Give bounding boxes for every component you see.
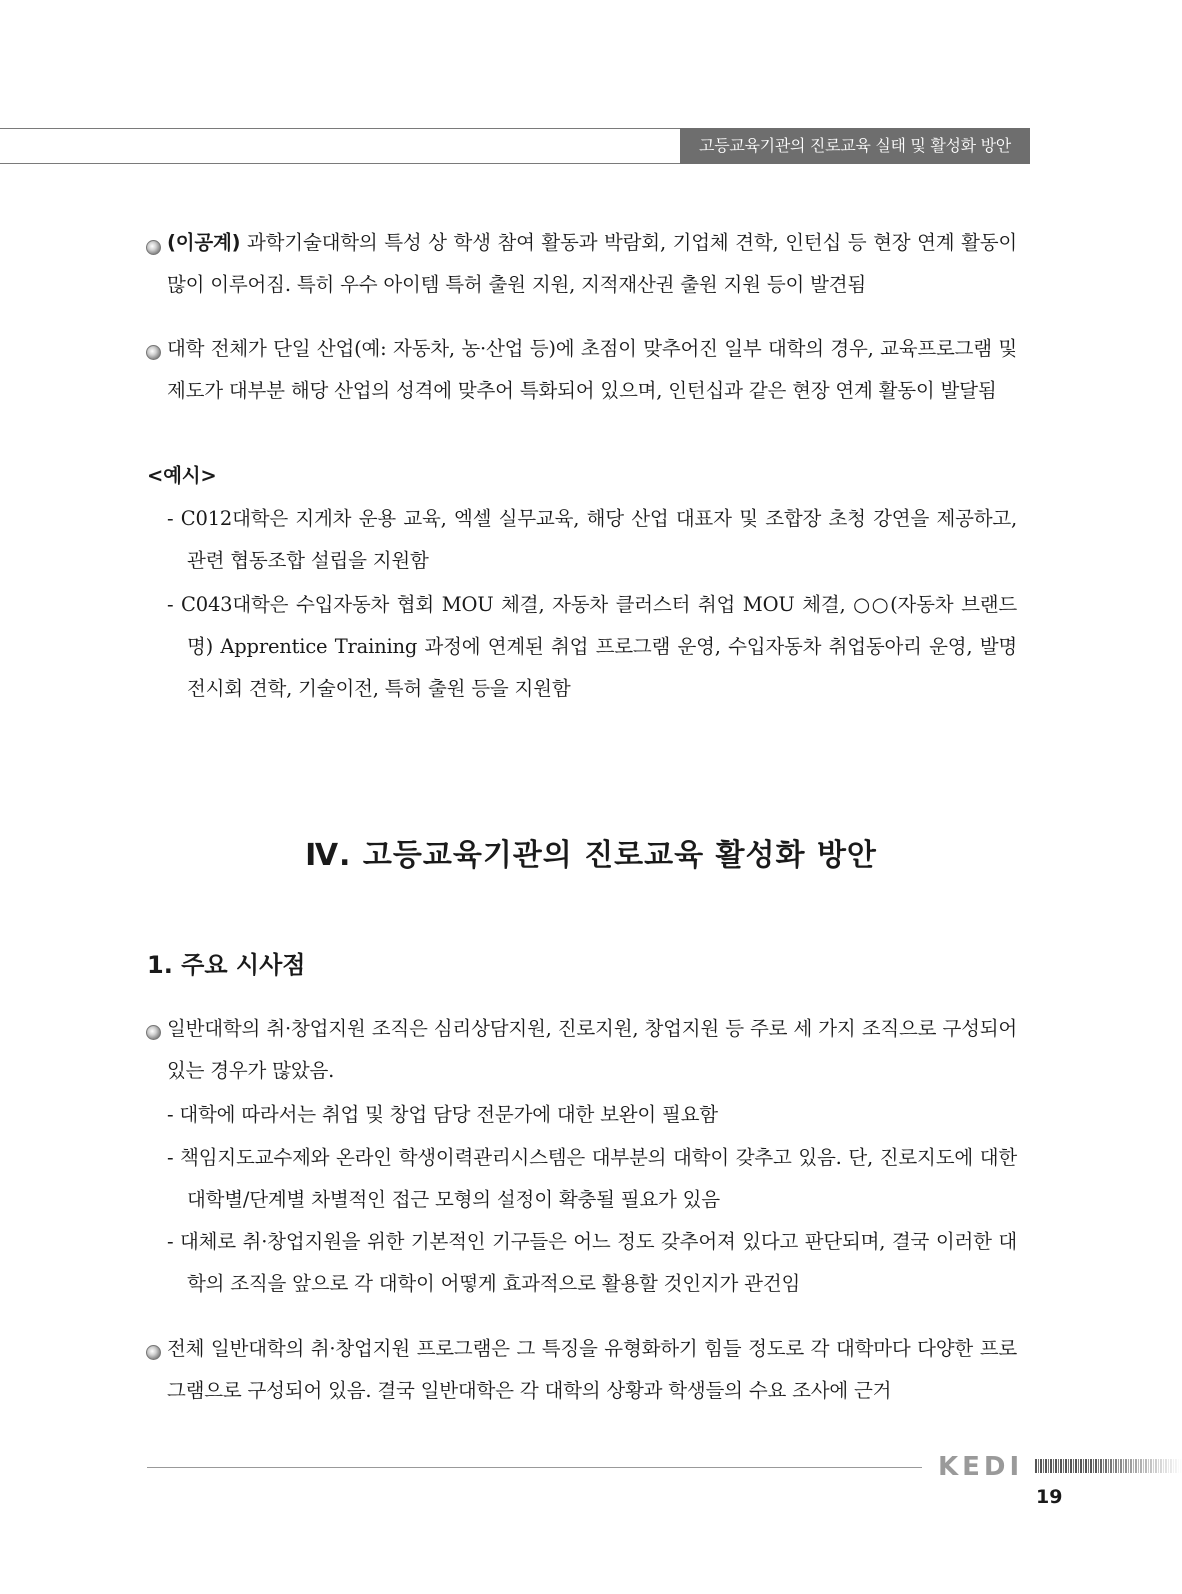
paragraph-3-item-2 [167, 1137, 1017, 1221]
paragraph-3-item-1 [167, 1094, 1017, 1136]
page-number: 19 [1036, 1486, 1063, 1508]
kedi-logo: KEDI [938, 1452, 1024, 1482]
section-title: Ⅳ. 고등교육기관의 진로교육 활성화 방안 [305, 838, 877, 873]
bullet-icon [146, 345, 161, 360]
example-item-1-text: C012대학은 지게차 운용 교육, 엑셀 실무교육, 해당 산업 대표자 및 조합장 초청 강연을 제공하고, 관련 협동조합 설립을 지원함 [180, 507, 1018, 572]
paragraph-3-item-3 [167, 1221, 1017, 1305]
paragraph-4: 전체 일반대학의 취·창업지원 프로그램은 그 특징을 유형화하기 힘들 정도로 각 대학마다 다양한 프로그램으로 구성되어 있음. 결국 일반대학은 각 대학의 상황과 학생들의 수요 조사에 근거 [167, 1337, 1017, 1402]
example-item-1 [167, 498, 1017, 582]
item-text: 책임지도교수제와 온라인 학생이력관리시스템은 대부분의 대학이 갖추고 있음. 단, 진로지도에 대한 대학별/단계별 차별적인 접근 모형의 설정이 확충될 필요가 있음 [180, 1146, 1017, 1211]
example-item-2 [167, 584, 1017, 710]
item-text: 대학에 따라서는 취업 및 창업 담당 전문가에 대한 보완이 필요함 [179, 1103, 718, 1126]
bullet-icon [146, 240, 161, 255]
paragraph-3: 일반대학의 취·창업지원 조직은 심리상담지원, 진로지원, 창업지원 등 주로 세 가지 조직으로 구성되어 있는 경우가 많았음. [167, 1017, 1017, 1082]
dash-marker: - [167, 1103, 174, 1126]
bullet-icon [146, 1025, 161, 1040]
paragraph-1-lead: (이공계) [167, 231, 241, 254]
running-header: 고등교육기관의 진로교육 실태 및 활성화 방안 [680, 128, 1030, 164]
bullet-icon [146, 1345, 161, 1360]
example-label: <예시> [147, 464, 217, 487]
paragraph-2: 대학 전체가 단일 산업(예: 자동차, 농·산업 등)에 초점이 맞추어진 일부 대학의 경우, 교육프로그램 및 제도가 대부분 해당 산업의 성격에 맞추어 특화되어 있으며, 인턴십과 같은 현장 연계 활동이 발달됨 [167, 337, 1017, 402]
dash-marker: - [167, 1146, 174, 1169]
dash-marker: - [167, 1230, 174, 1253]
example-item-2-text: C043대학은 수입자동차 협회 MOU 체결, 자동차 클러스터 취업 MOU 체결, ○○(자동차 브랜드명) Apprentice Training 과정에 연계된 취업 프로그램 운영, 수입자동차 취업동아리 운영, 발명 전시회 견학, 기술이전, 특허 출원 등을 지원함 [181, 593, 1017, 700]
footer-line [147, 1467, 922, 1468]
subsection-title: 1. 주요 시사점 [147, 951, 306, 979]
paragraph-1-text: 과학기술대학의 특성 상 학생 참여 활동과 박람회, 기업체 견학, 인턴십 등 현장 연계 활동이 많이 이루어짐. 특히 우수 아이템 특허 출원 지원, 지적재산권 출원 지원 등이 발견됨 [167, 231, 1017, 296]
dash-marker: - [167, 507, 174, 530]
barcode-decoration [1035, 1459, 1182, 1473]
paragraph-1 [167, 222, 1017, 306]
item-text: 대체로 취·창업지원을 위한 기본적인 기구들은 어느 정도 갖추어져 있다고 판단되며, 결국 이러한 대학의 조직을 앞으로 각 대학이 어떻게 효과적으로 활용할 것인지가 관건임 [180, 1230, 1017, 1295]
dash-marker: - [167, 593, 174, 616]
